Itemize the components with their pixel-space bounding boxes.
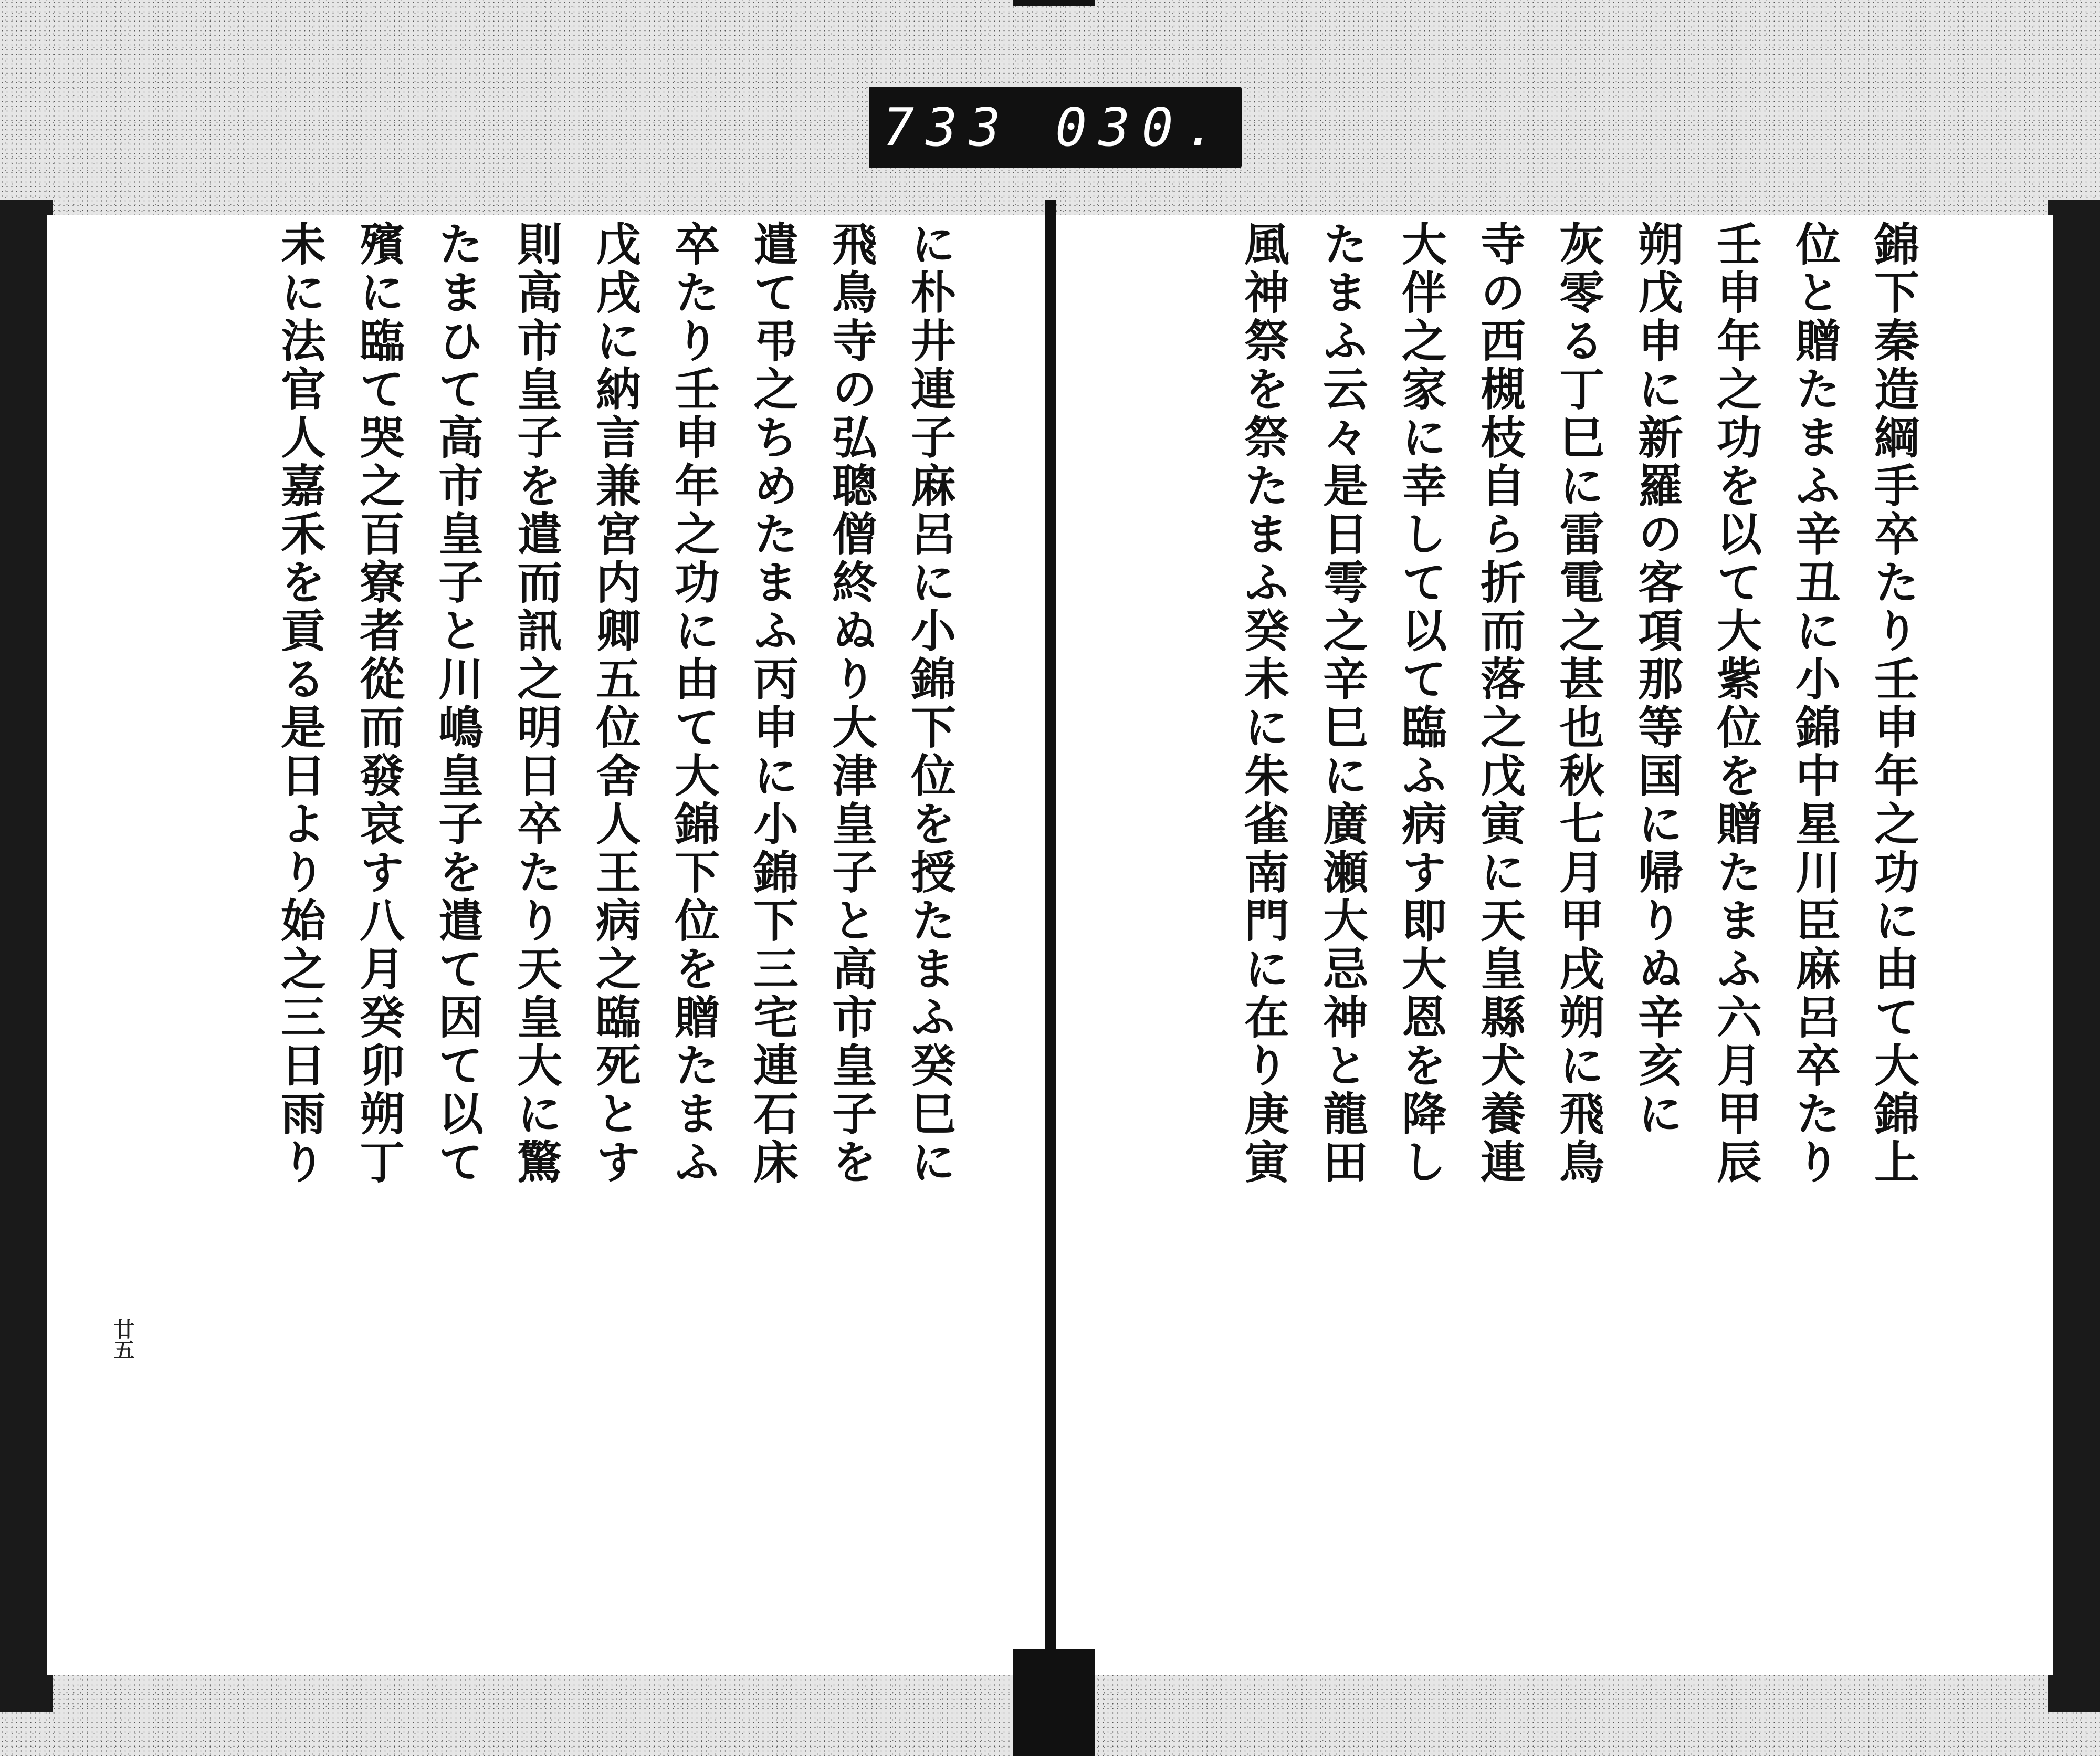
text-column: 戊戌に納言兼宮内卿五位舍人王病之臨死とす — [588, 221, 641, 1187]
book-gutter — [1045, 200, 1056, 1686]
text-column: 飛鳥寺の弘聰僧終ぬり大津皇子と高市皇子を — [824, 221, 877, 1187]
text-column: 大伴之家に幸して以て臨ふ病す即大恩を降し — [1394, 221, 1447, 1187]
bottom-edge-mark — [1013, 1649, 1095, 1756]
text-column: 錦下秦造綱手卒たり壬申年之功に由て大錦上 — [1866, 221, 1919, 1187]
text-column: に朴井連子麻呂に小錦下位を授たまふ癸巳に — [903, 221, 956, 1187]
left-page-text — [24, 221, 969, 1533]
text-column: 壬申年之功を以て大紫位を贈たまふ六月甲辰 — [1709, 221, 1762, 1187]
text-column: 朔戊申に新羅の客項那等国に帰りぬ辛亥に — [1630, 221, 1683, 1138]
text-column: たまふ云々是日雩之辛巳に廣瀬大忌神と龍田 — [1315, 221, 1368, 1187]
page-number: 廿五 — [110, 1318, 135, 1360]
catalog-label-plate — [869, 87, 1242, 168]
text-column: 則高市皇子を遣而訊之明日卒たり天皇大に驚 — [509, 221, 562, 1187]
text-column: 遣て弔之ちめたまふ丙申に小錦下三宅連石床 — [746, 221, 799, 1187]
top-edge-mark — [1013, 0, 1095, 6]
text-column: 殯に臨て哭之百寮者從而發哀す八月癸卯朔丁 — [352, 221, 405, 1187]
text-column: たまひて高市皇子と川嶋皇子を遣て因て以て — [430, 221, 484, 1187]
text-column: 風神祭を祭たまふ癸未に朱雀南門に在り庚寅 — [1236, 221, 1289, 1187]
text-column: 卒たり壬申年之功に由て大錦下位を贈たまふ — [667, 221, 720, 1187]
catalog-label-text: 733 030. — [883, 97, 1228, 158]
right-page-text — [1144, 221, 1932, 1533]
text-column: 位と贈たまふ辛丑に小錦中星川臣麻呂卒たり — [1788, 221, 1841, 1187]
book-cover-right — [2048, 200, 2100, 1712]
text-column: 未に法官人嘉禾を貢る是日より始之三日雨り — [273, 221, 326, 1187]
text-column: 灰零る丁巳に雷電之甚也秋七月甲戌朔に飛鳥 — [1551, 221, 1604, 1187]
text-column: 寺の西槻枝自ら折而落之戊寅に天皇縣犬養連 — [1473, 221, 1526, 1187]
